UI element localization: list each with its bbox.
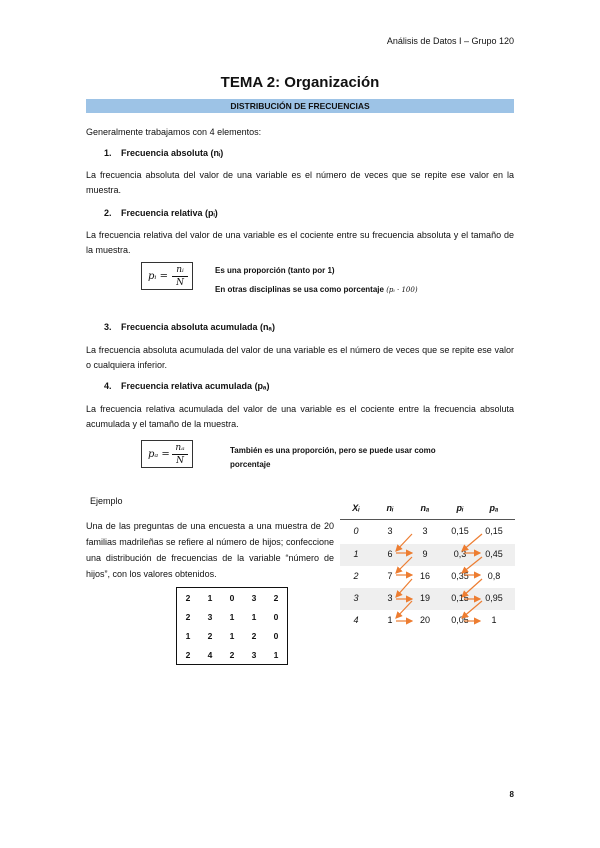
data-cell: 1: [185, 630, 191, 641]
data-cell: 2: [229, 649, 235, 660]
freq-header-pi: pᵢ: [456, 503, 464, 513]
freq-header-na: nₐ: [420, 503, 430, 513]
page-number: 8: [509, 790, 514, 799]
running-header: Análisis de Datos I – Grupo 120: [386, 36, 514, 46]
freq-cell-xi: 3: [353, 593, 359, 603]
data-cell: 3: [251, 592, 257, 603]
data-cell: 2: [185, 649, 191, 660]
freq-cell-ni: 1: [387, 615, 393, 625]
data-cell: 1: [273, 649, 279, 660]
data-cell: 1: [229, 611, 235, 622]
freq-cell-xi: 1: [353, 549, 359, 559]
item-label: Frecuencia relativa acumulada (pₐ): [121, 381, 270, 391]
formula-lhs: pᵢ =: [148, 271, 168, 282]
formula-numerator: nₐ: [175, 443, 185, 453]
formula2-note-1: También es una proporción, pero se puede usar como: [230, 446, 436, 455]
freq-cell-na: 3: [422, 526, 428, 536]
note-text: En otras disciplinas se usa como porcentaje: [215, 285, 384, 294]
item-number: 2.: [104, 208, 112, 218]
freq-cell-pa: 1: [491, 615, 497, 625]
data-cell: 1: [207, 592, 213, 603]
example-label: Ejemplo: [90, 496, 123, 506]
data-cell: 2: [207, 630, 213, 641]
data-cell: 3: [207, 611, 213, 622]
freq-cell-xi: 4: [353, 615, 359, 625]
freq-row: [340, 610, 515, 632]
item-number: 1.: [104, 148, 112, 158]
data-cell: 0: [273, 611, 279, 622]
freq-cell-na: 16: [419, 571, 430, 581]
section-band: DISTRIBUCIÓN DE FRECUENCIAS: [86, 99, 514, 113]
data-cell: 2: [185, 611, 191, 622]
freq-row: [340, 566, 515, 588]
freq-header-xi: Xᵢ: [352, 503, 360, 513]
formula-relative-frequency: [141, 262, 193, 290]
formula-fraction: [172, 443, 188, 466]
freq-cell-pi: 0,15: [451, 593, 469, 603]
item-1-text: La frecuencia absoluta del valor de una variable es el número de veces que se repite ese valor en la muestra.: [86, 170, 514, 195]
intro-text: Generalmente trabajamos con 4 elementos:: [86, 127, 262, 137]
formula-denominator: N: [176, 456, 184, 466]
item-1-heading: [104, 148, 223, 158]
item-3-text: La frecuencia absoluta acumulada del valor de una variable es el número de veces que se repite ese valor o cualquiera inferior.: [86, 345, 514, 370]
item-label: Frecuencia absoluta acumulada (nₐ): [121, 322, 275, 332]
freq-header-pa: pₐ: [489, 503, 499, 513]
freq-row: [340, 522, 515, 544]
freq-cell-ni: 6: [387, 549, 393, 559]
freq-cell-ni: 3: [387, 526, 393, 536]
table-row: [177, 588, 288, 608]
freq-row: [340, 544, 515, 566]
freq-cell-pa: 0,45: [485, 549, 503, 559]
item-2-text: La frecuencia relativa del valor de una variable es el cociente entre su frecuencia absoluta y el tamaño de la muestra.: [86, 230, 514, 255]
table-row: [177, 645, 288, 665]
formula-fraction: [172, 265, 188, 288]
data-cell: 1: [229, 630, 235, 641]
formula-lhs: pₐ =: [148, 449, 170, 460]
table-row: [177, 607, 288, 626]
formula-numerator: nᵢ: [176, 265, 184, 275]
freq-cell-pi: 0,05: [451, 615, 469, 625]
formula2-note-2: porcentaje: [230, 460, 271, 469]
formula-cumulative-relative-frequency: [141, 440, 193, 468]
freq-cell-xi: 2: [353, 571, 359, 581]
item-label: Frecuencia absoluta (nᵢ): [121, 148, 224, 158]
freq-header-separator: [340, 519, 515, 520]
data-cell: 3: [251, 649, 257, 660]
freq-cell-pi: 0,35: [451, 571, 469, 581]
freq-cell-pi: 0,15: [451, 526, 469, 536]
formula-denominator: N: [176, 278, 184, 288]
item-label: Frecuencia relativa (pᵢ): [121, 208, 218, 218]
note-math: (pᵢ · 100): [386, 286, 418, 294]
data-cell: 2: [273, 592, 279, 603]
item-3-heading: [104, 322, 275, 332]
freq-cell-pa: 0,95: [485, 593, 503, 603]
data-cell: 1: [251, 611, 257, 622]
freq-cell-xi: 0: [353, 526, 359, 536]
freq-cell-na: 9: [422, 549, 428, 559]
freq-cell-na: 20: [419, 615, 430, 625]
table-row: [177, 626, 288, 645]
item-2-heading: [104, 208, 218, 218]
item-number: 4.: [104, 381, 112, 391]
freq-cell-na: 19: [419, 593, 430, 603]
data-cell: 4: [207, 649, 213, 660]
freq-cell-pa: 0,15: [485, 526, 503, 536]
data-cell: 0: [273, 630, 279, 641]
freq-row: [340, 588, 515, 610]
item-number: 3.: [104, 322, 112, 332]
freq-cell-ni: 7: [387, 571, 393, 581]
data-cell: 2: [185, 592, 191, 603]
freq-header-ni: nᵢ: [386, 503, 394, 513]
data-cell: 2: [251, 630, 257, 641]
freq-cell-ni: 3: [387, 593, 393, 603]
raw-data-table: [176, 587, 288, 665]
freq-cell-pi: 0,3: [453, 549, 467, 559]
freq-cell-pa: 0,8: [487, 571, 501, 581]
item-4-heading: [104, 381, 269, 391]
item-4-text: La frecuencia relativa acumulada del valor de una variable es el cociente entre la frecuencia absoluta acumulada y el tamaño de la muestra.: [86, 404, 514, 429]
formula1-note-2: [215, 285, 418, 294]
data-cell: 0: [229, 592, 235, 603]
page-title: TEMA 2: Organización: [220, 74, 380, 91]
example-text: Una de las preguntas de una encuesta a una muestra de 20 familias madrileñas se refiere al número de hijos; confeccione una distribución de frecuencias de la variable “número de hijos”, con los valores obtenidos.: [86, 521, 334, 579]
formula1-note-1: Es una proporción (tanto por 1): [215, 266, 335, 275]
